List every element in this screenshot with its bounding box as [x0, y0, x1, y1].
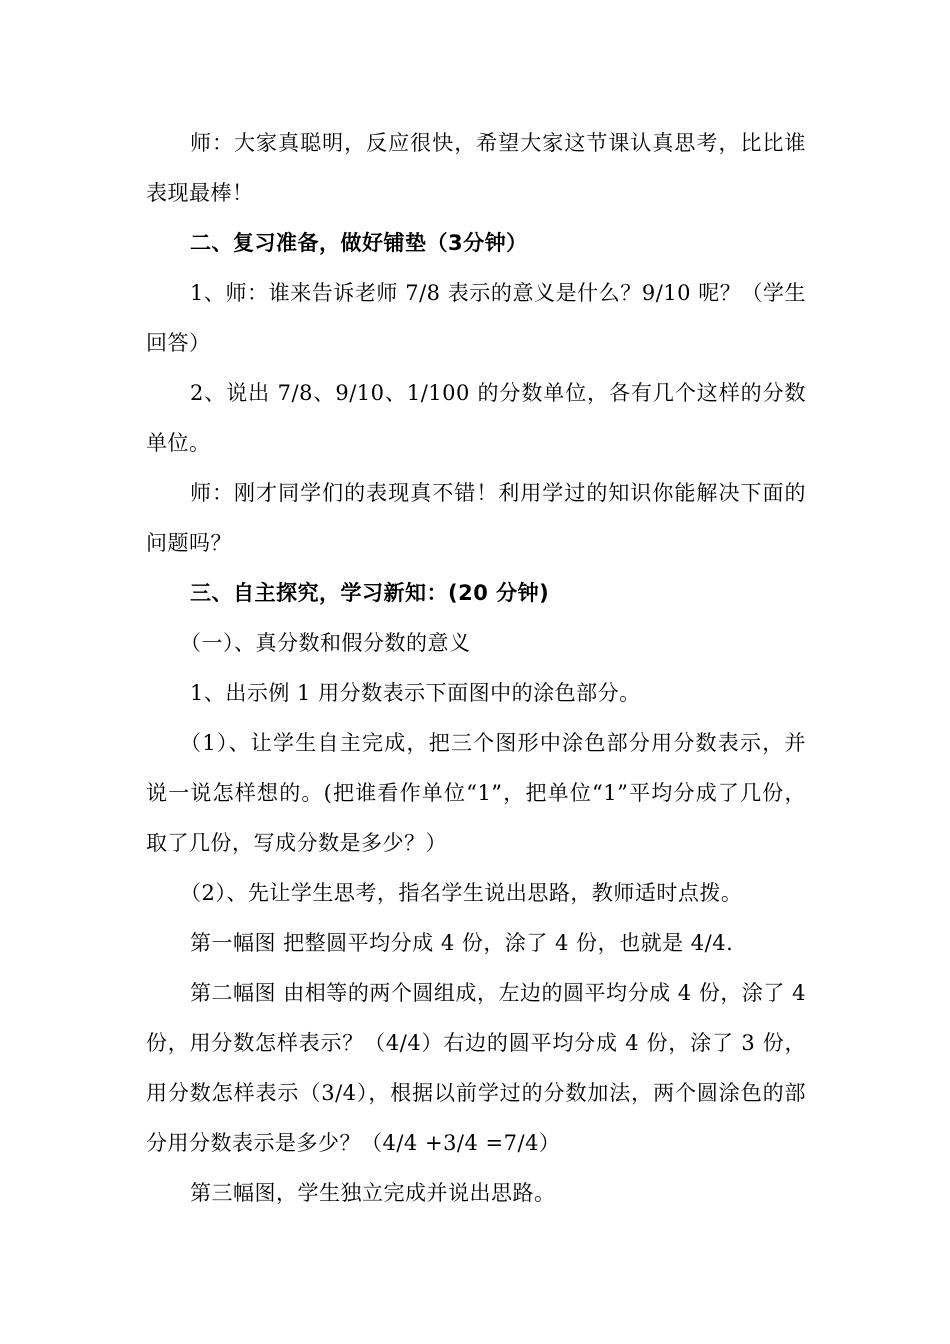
paragraph-example-1: 1、出示例 1 用分数表示下面图中的涂色部分。 — [190, 681, 641, 705]
paragraph-teacher-praise: 师：大家真聪明，反应很快，希望大家这节课认真思考，比比谁表现最棒！ — [146, 131, 806, 205]
document-page — [146, 118, 806, 1218]
paragraph-review-question-1: 1、师：谁来告诉老师 7/8 表示的意义是什么？9/10 呢？（学生回答） — [146, 281, 806, 355]
subsection-heading-proper-improper: （一）、真分数和假分数的意义 — [180, 631, 471, 655]
section-heading-review: 二、复习准备，做好铺垫（3分钟） — [190, 231, 528, 255]
paragraph-figure-3: 第三幅图，学生独立完成并说出思路。 — [190, 1181, 556, 1205]
paragraph-figure-1: 第一幅图 把整圆平均分成 4 份，涂了 4 份，也就是 4/4. — [190, 931, 734, 955]
paragraph-step-1: （1）、让学生自主完成，把三个图形中涂色部分用分数表示，并说一说怎样想的。(把谁看作单位“1”，把单位“1”平均分成了几份，取了几份，写成分数是多少？） — [146, 731, 806, 855]
paragraph-teacher-transition: 师：刚才同学们的表现真不错！利用学过的知识你能解决下面的问题吗？ — [146, 481, 806, 555]
section-heading-explore: 三、自主探究，学习新知：(20 分钟) — [190, 581, 550, 605]
paragraph-review-question-2: 2、说出 7/8、9/10、1/100 的分数单位，各有几个这样的分数单位。 — [146, 381, 806, 455]
paragraph-figure-2: 第二幅图 由相等的两个圆组成，左边的圆平均分成 4 份，涂了 4 份，用分数怎样表示？（4/4）右边的圆平均分成 4 份，涂了 3 份，用分数怎样表示（3/4），根据以前学过的分数加法，两个圆涂色的部分用分数表示是多少？（4/4 +3/4 =7/4） — [146, 981, 806, 1155]
paragraph-step-2: （2）、先让学生思考，指名学生说出思路，教师适时点拨。 — [180, 881, 743, 905]
